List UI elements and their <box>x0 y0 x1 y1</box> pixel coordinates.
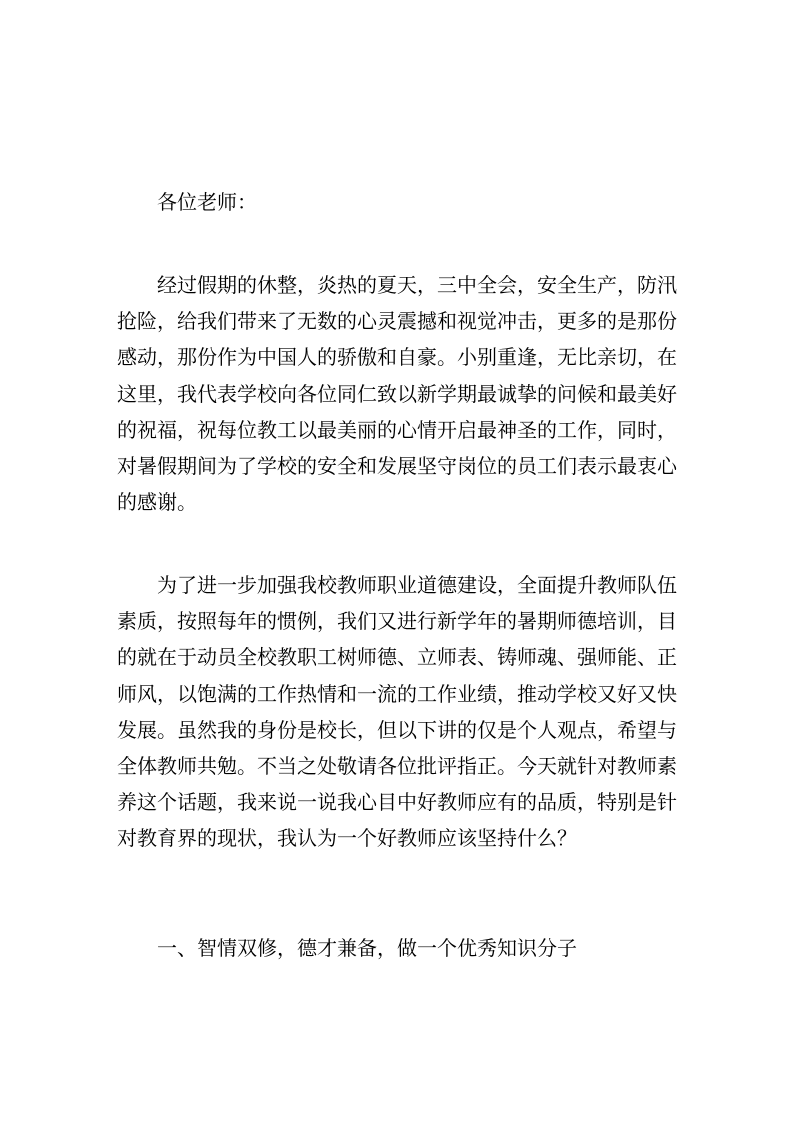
paragraph-opening: 经过假期的休整，炎热的夏天，三中全会，安全生产，防汛抢险，给我们带来了无数的心灵震撼和视觉冲击，更多的是那份感动，那份作为中国人的骄傲和自豪。小别重逢，无比亲切，在这里，我代表学校向各位同仁致以新学期最诚挚的问候和最美好的祝福，祝每位教工以最美丽的心情开启最神圣的工作，同时，对暑假期间为了学校的安全和发展坚守岗位的员工们表示最衷心的感谢。 <box>117 273 677 515</box>
section-heading: 一、智情双修，德才兼备，做一个优秀知识分子 <box>157 936 577 960</box>
paragraph-purpose: 为了进一步加强我校教师职业道德建设，全面提升教师队伍素质，按照每年的惯例，我们又进行新学年的暑期师德培训，目的就在于动员全校教职工树师德、立师表、铸师魂、强师能、正师风，以饱满的工作热情和一流的工作业绩，推动学校又好又快发展。虽然我的身份是校长，但以下讲的仅是个人观点，希望与全体教师共勉。不当之处敬请各位批评指正。今天就针对教师素养这个话题，我来说一说我心目中好教师应有的品质，特别是针对教育界的现状，我认为一个好教师应该坚持什么？ <box>117 573 677 851</box>
salutation: 各位老师： <box>157 190 257 214</box>
